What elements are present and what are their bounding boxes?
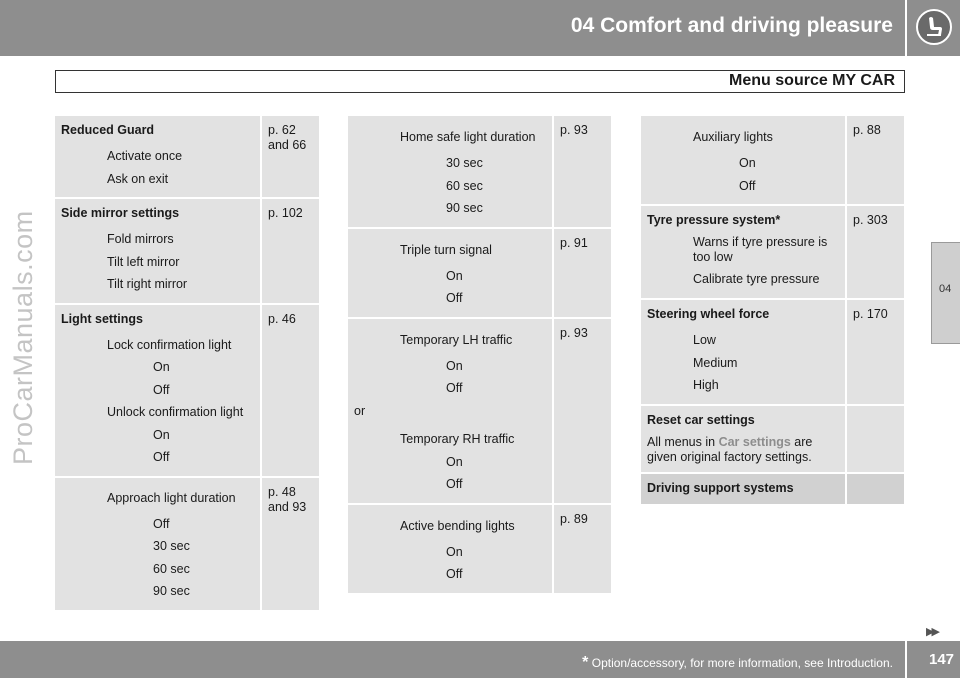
active-bending-label: Active bending lights <box>400 518 515 533</box>
page-footer <box>0 641 905 678</box>
side-mirror-option: Tilt left mirror <box>107 254 180 269</box>
home-safe-option: 60 sec <box>446 178 483 193</box>
row-tyre-pressure <box>641 206 904 298</box>
footer-note-text: Option/accessory, for more information, see Introduction. <box>588 656 893 670</box>
row-reduced-guard <box>55 116 319 197</box>
row-auxiliary <box>641 116 904 204</box>
unlock-confirmation-off: Off <box>153 450 170 464</box>
cell-tyre-pressure <box>641 206 845 298</box>
cell-driving-support <box>641 474 845 504</box>
approach-light-option: 60 sec <box>153 561 190 576</box>
home-safe-page-ref: p. 93 <box>554 116 611 227</box>
home-safe-option: 30 sec <box>446 156 483 170</box>
driving-support-title: Driving support systems <box>647 480 794 495</box>
side-mirror-title: Side mirror settings <box>61 206 180 220</box>
cell-triple-turn <box>348 229 552 317</box>
chapter-title: 04 Comfort and driving pleasure <box>570 14 893 37</box>
temporary-rh-off: Off <box>446 477 463 491</box>
steering-option: Low <box>693 333 716 347</box>
home-safe-label: Home safe light duration <box>400 130 536 144</box>
seat-icon <box>915 8 953 46</box>
auxiliary-page-ref: p. 88 <box>847 116 904 204</box>
temporary-lh-label: Temporary LH traffic <box>400 332 513 347</box>
steering-page-ref: p. 170 <box>847 300 904 404</box>
steering-title: Steering wheel force <box>647 307 770 321</box>
section-title: Menu source MY CAR <box>729 72 895 89</box>
driving-support-page-ref <box>847 474 904 504</box>
next-page-chevrons: ▶▶ <box>926 626 937 638</box>
footer-star: * <box>582 654 589 671</box>
menu-table-right <box>639 114 906 506</box>
temporary-lh-off: Off <box>446 381 463 395</box>
auxiliary-label: Auxiliary lights <box>693 130 773 144</box>
approach-light-page-ref: p. 48 and 93 <box>262 478 319 610</box>
active-bending-option: Off <box>446 567 463 581</box>
chapter-header <box>0 0 905 56</box>
light-settings-title: Light settings <box>61 311 143 326</box>
row-reset-car <box>641 406 904 472</box>
row-steering <box>641 300 904 404</box>
cell-side-mirror <box>55 199 260 303</box>
cell-reduced-guard <box>55 116 260 197</box>
reset-car-title: Reset car settings <box>647 412 755 427</box>
row-temporary-traffic <box>348 319 611 503</box>
cell-active-bending <box>348 505 552 593</box>
approach-light-option: Off <box>153 516 170 531</box>
reset-car-text-before: All menus in <box>647 434 719 449</box>
steering-option: Medium <box>693 355 738 370</box>
reduced-guard-page-ref: p. 62 and 66 <box>262 116 319 197</box>
row-light-settings <box>55 305 319 476</box>
steering-option: High <box>693 378 719 392</box>
row-triple-turn <box>348 229 611 317</box>
cell-approach-light <box>55 478 260 610</box>
side-tab-label: 04 <box>939 283 952 295</box>
unlock-confirmation-label: Unlock confirmation light <box>107 405 244 419</box>
home-safe-option: 90 sec <box>446 201 483 215</box>
light-settings-page-ref: p. 46 <box>262 305 319 476</box>
reduced-guard-option: Activate once <box>107 149 183 163</box>
triple-turn-label: Triple turn signal <box>400 242 492 257</box>
cell-home-safe <box>348 116 552 227</box>
cell-temporary-traffic <box>348 319 552 503</box>
footer-note <box>582 654 893 672</box>
watermark: ProCarManuals.com <box>8 210 38 465</box>
chapter-icon-box <box>907 0 960 56</box>
triple-turn-option: Off <box>446 291 463 305</box>
reset-car-page-ref <box>847 406 904 472</box>
approach-light-label: Approach light duration <box>107 490 236 505</box>
menu-table-left <box>53 114 321 612</box>
reduced-guard-title: Reduced Guard <box>61 123 155 137</box>
menu-table-middle <box>346 114 613 595</box>
temporary-rh-on: On <box>446 454 463 469</box>
cell-auxiliary <box>641 116 845 204</box>
row-approach-light <box>55 478 319 610</box>
row-side-mirror <box>55 199 319 303</box>
reset-car-text-after: are given original factory settings. <box>647 434 813 464</box>
lock-confirmation-label: Lock confirmation light <box>107 337 232 352</box>
row-driving-support <box>641 474 904 504</box>
page-number-box <box>907 641 960 678</box>
unlock-confirmation-on: On <box>153 427 170 442</box>
auxiliary-option: Off <box>739 178 756 193</box>
triple-turn-option: On <box>446 268 463 283</box>
car-settings-highlight: Car settings <box>718 434 791 449</box>
temporary-rh-label: Temporary RH traffic <box>400 432 515 446</box>
temporary-traffic-page-ref: p. 93 <box>554 319 611 503</box>
or-label: or <box>354 403 366 418</box>
temporary-lh-on: On <box>446 358 463 373</box>
side-mirror-option: Fold mirrors <box>107 232 174 246</box>
page-number: 147 <box>929 651 955 668</box>
lock-confirmation-off: Off <box>153 382 170 397</box>
reset-car-text <box>647 435 839 465</box>
active-bending-page-ref: p. 89 <box>554 505 611 593</box>
active-bending-option: On <box>446 544 463 559</box>
reduced-guard-option: Ask on exit <box>107 171 169 186</box>
row-home-safe <box>348 116 611 227</box>
side-mirror-page-ref: p. 102 <box>262 199 319 303</box>
section-bar <box>55 70 905 93</box>
tyre-pressure-title: Tyre pressure system* <box>647 213 781 227</box>
cell-reset-car <box>641 406 845 472</box>
side-mirror-option: Tilt right mirror <box>107 277 188 291</box>
approach-light-option: 90 sec <box>153 584 190 598</box>
tyre-pressure-warn: Warns if tyre pressure is too low <box>693 235 828 264</box>
chapter-side-tab <box>931 242 960 344</box>
tyre-pressure-page-ref: p. 303 <box>847 206 904 298</box>
row-active-bending <box>348 505 611 593</box>
auxiliary-option: On <box>739 156 756 170</box>
lock-confirmation-on: On <box>153 360 170 374</box>
cell-steering <box>641 300 845 404</box>
cell-light-settings <box>55 305 260 476</box>
triple-turn-page-ref: p. 91 <box>554 229 611 317</box>
tyre-pressure-calibrate: Calibrate tyre pressure <box>693 272 820 286</box>
approach-light-option: 30 sec <box>153 539 190 553</box>
